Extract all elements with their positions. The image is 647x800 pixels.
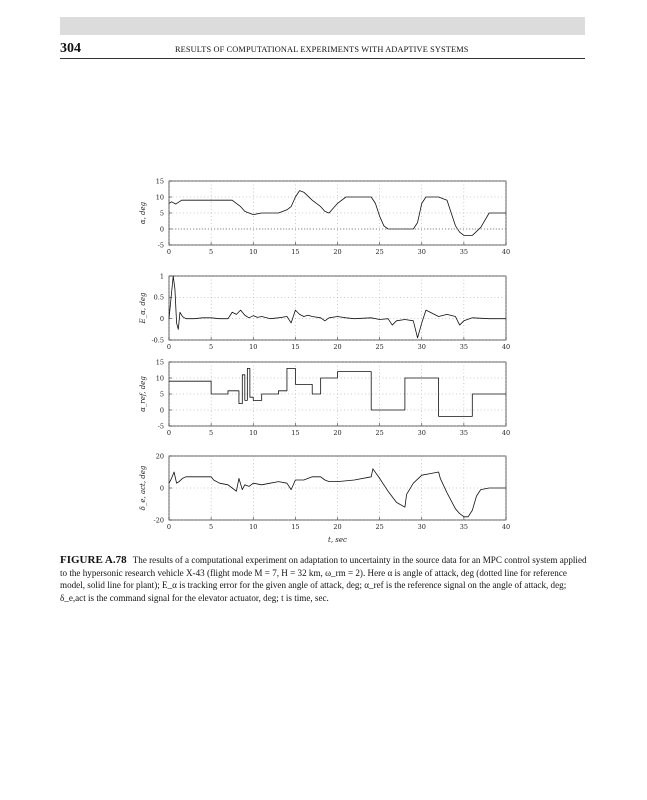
x-tick-label: 40 xyxy=(501,248,511,256)
top-gray-bar xyxy=(60,17,585,35)
figure-plots xyxy=(110,170,530,550)
series-line xyxy=(169,368,506,416)
x-tick-label: 5 xyxy=(209,248,214,256)
x-tick-label: 35 xyxy=(459,343,469,351)
x-tick-label: 20 xyxy=(333,523,342,531)
y-tick-label: 1 xyxy=(159,272,164,281)
y-tick-label: 5 xyxy=(159,209,164,218)
series-line xyxy=(169,469,506,517)
y-tick-label: 15 xyxy=(155,177,164,186)
figure xyxy=(110,170,530,555)
x-tick-label: 10 xyxy=(249,523,258,531)
x-tick-label: 5 xyxy=(209,523,214,531)
y-tick-label: 0 xyxy=(159,225,164,234)
y-tick-label: 0.5 xyxy=(153,293,164,302)
x-tick-label: 30 xyxy=(417,523,426,531)
x-tick-label: 25 xyxy=(375,523,384,531)
y-tick-label: 0 xyxy=(159,484,164,493)
y-tick-label: -5 xyxy=(157,241,164,250)
x-tick-label: 30 xyxy=(417,429,426,437)
y-tick-label: -5 xyxy=(157,422,164,431)
x-tick-label: 40 xyxy=(501,523,511,531)
header-rule xyxy=(60,58,585,59)
y-tick-label: 15 xyxy=(155,358,164,367)
figure-label: FIGURE A.78 xyxy=(60,554,127,566)
y-tick-label: -0.5 xyxy=(151,336,164,345)
x-tick-label: 5 xyxy=(209,343,214,351)
y-axis-label: E_α, deg xyxy=(139,292,147,324)
y-axis-label: δ_e, act, deg xyxy=(139,465,147,511)
y-tick-label: -20 xyxy=(153,516,164,525)
y-tick-label: 0 xyxy=(159,314,164,323)
figure-caption xyxy=(60,554,587,604)
x-tick-label: 0 xyxy=(166,429,172,437)
y-tick-label: 5 xyxy=(159,390,164,399)
x-tick-label: 25 xyxy=(375,343,384,351)
x-tick-label: 40 xyxy=(501,343,511,351)
x-tick-label: 30 xyxy=(417,248,426,256)
x-tick-label: 20 xyxy=(333,429,342,437)
x-tick-label: 35 xyxy=(459,523,469,531)
running-header: RESULTS OF COMPUTATIONAL EXPERIMENTS WITH ADAPTIVE SYSTEMS xyxy=(175,45,469,54)
x-tick-label: 25 xyxy=(375,248,384,256)
x-tick-label: 20 xyxy=(333,248,342,256)
y-tick-label: 10 xyxy=(155,374,164,383)
x-tick-label: 10 xyxy=(249,248,258,256)
x-tick-label: 15 xyxy=(291,429,300,437)
x-tick-label: 35 xyxy=(459,248,469,256)
y-tick-label: 10 xyxy=(155,193,164,202)
x-tick-label: 10 xyxy=(249,429,258,437)
x-tick-label: 15 xyxy=(291,343,300,351)
x-tick-label: 35 xyxy=(459,429,469,437)
x-tick-label: 0 xyxy=(166,248,172,256)
caption-text: The results of a computational experiment on adaptation to uncertainty in the source data for an MPC control system applied to the hypersonic research vehicle X-43 (flight mode M = 7, H = 32 km, ω_rm = 2). Here α is angle of attack, deg (dotted line for reference model, solid line for plant); E_α is tracking error for the given angle of attack, deg; α_ref is the reference signal on the angle of attack, deg; δ_e,act is the command signal for the elevator actuator, deg; t is time, sec. xyxy=(60,555,587,603)
x-tick-label: 30 xyxy=(417,343,426,351)
x-tick-label: 10 xyxy=(249,343,258,351)
x-tick-label: 0 xyxy=(166,523,172,531)
x-tick-label: 20 xyxy=(333,343,342,351)
x-tick-label: 0 xyxy=(166,343,172,351)
y-tick-label: 0 xyxy=(159,406,164,415)
x-tick-label: 25 xyxy=(375,429,384,437)
x-tick-label: 5 xyxy=(209,429,214,437)
y-axis-label: α_ref, deg xyxy=(139,376,147,412)
y-axis-label: α, deg xyxy=(139,201,147,225)
x-tick-label: 40 xyxy=(501,429,511,437)
x-axis-label: t, sec xyxy=(328,536,347,544)
page-number: 304 xyxy=(60,41,81,56)
x-tick-label: 15 xyxy=(291,248,300,256)
x-tick-label: 15 xyxy=(291,523,300,531)
y-tick-label: 20 xyxy=(155,452,164,461)
